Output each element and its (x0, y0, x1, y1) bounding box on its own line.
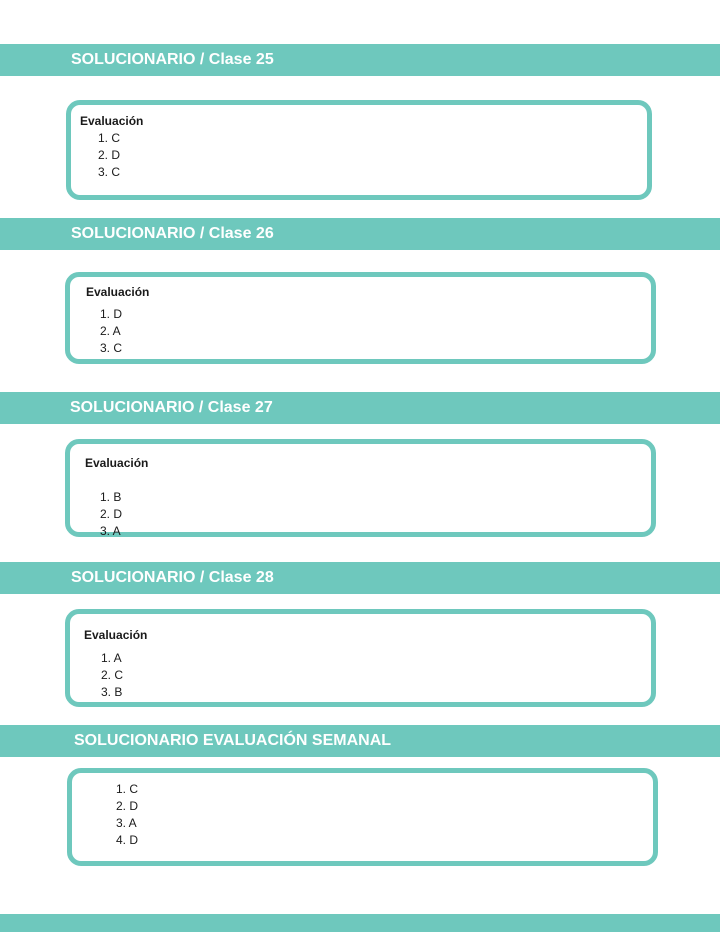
section-heading: SOLUCIONARIO / Clase 28 (71, 569, 274, 586)
list-item: 3. A (100, 524, 121, 538)
answer-box-clase-27 (65, 439, 656, 537)
answer-list (101, 650, 123, 701)
answer-box-clase-26 (65, 272, 656, 364)
list-item: 1. D (100, 307, 123, 321)
box-title: Evaluación (84, 628, 148, 642)
section-header-clase-28 (0, 562, 720, 594)
list-item: 3. B (101, 685, 123, 699)
list-item: 1. B (100, 490, 122, 504)
list-item: 3. C (98, 165, 121, 179)
answer-list (116, 781, 138, 849)
box-title: Evaluación (80, 114, 144, 128)
section-heading: SOLUCIONARIO / Clase 26 (71, 225, 274, 242)
list-item: 2. D (100, 507, 123, 521)
list-item: 3. A (116, 816, 137, 830)
list-item: 4. D (116, 833, 139, 847)
box-title: Evaluación (86, 285, 150, 299)
section-heading: SOLUCIONARIO / Clase 27 (70, 399, 273, 416)
section-heading: SOLUCIONARIO EVALUACIÓN SEMANAL (74, 732, 392, 749)
section-header-evaluacion-semanal (0, 725, 720, 757)
list-item: 1. C (98, 131, 121, 145)
footer-band (0, 914, 720, 932)
list-item: 2. C (101, 668, 124, 682)
section-header-clase-26 (0, 218, 720, 250)
answer-list (100, 489, 122, 540)
list-item: 1. C (116, 782, 139, 796)
answer-box-clase-28 (65, 609, 656, 707)
list-item: 3. C (100, 341, 123, 355)
section-header-clase-27 (0, 392, 720, 424)
answer-list (98, 130, 120, 181)
answer-box-evaluacion-semanal (67, 768, 658, 866)
answer-box-clase-25 (66, 100, 652, 200)
answer-list (100, 306, 122, 357)
list-item: 2. D (116, 799, 139, 813)
list-item: 2. D (98, 148, 121, 162)
section-heading: SOLUCIONARIO / Clase 25 (71, 51, 274, 68)
list-item: 2. A (100, 324, 121, 338)
list-item: 1. A (101, 651, 122, 665)
box-title: Evaluación (85, 456, 149, 470)
section-header-clase-25 (0, 44, 720, 76)
